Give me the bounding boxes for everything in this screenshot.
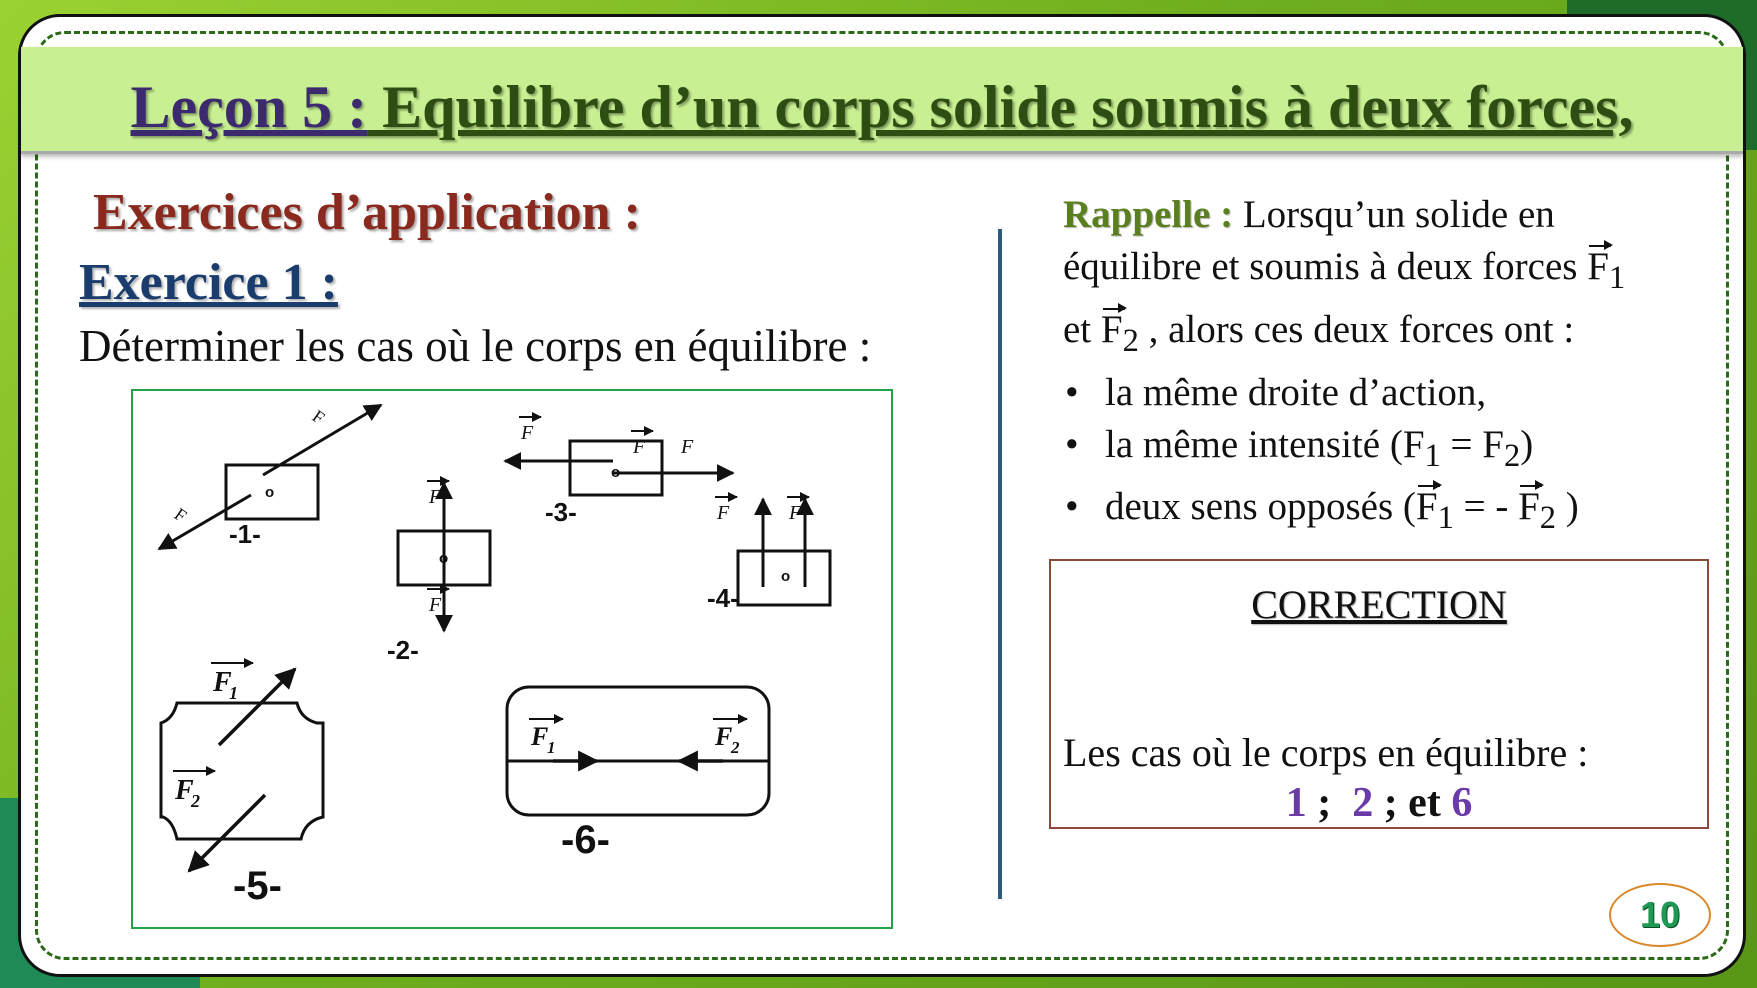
svg-text:F: F [170, 503, 191, 527]
case-6-f1-sub: 1 [547, 738, 556, 757]
exercise-question: Déterminer les cas où le corps en équilibre : [79, 321, 872, 371]
page-number: 10 [1609, 883, 1711, 947]
condition-same-line: • la même droite d’action, [1063, 367, 1723, 419]
vector-f1-bullet: F [1416, 481, 1438, 533]
answer-case-2: 2 [1352, 780, 1374, 826]
answer-case-1: 1 [1285, 780, 1307, 826]
case-5-f2-sub: 2 [191, 791, 200, 811]
case-3-force-right-label: F [633, 436, 646, 458]
case-4-point: o [781, 568, 791, 585]
forces-figure [131, 389, 893, 929]
case-4-force1-label: F [717, 502, 730, 524]
case-2-label: -2- [387, 635, 419, 665]
rappel-line-1 [1063, 189, 1723, 241]
condition-same-intensity: • la même intensité $(F_1 = F_2)$ [1063, 419, 1723, 482]
rappel-text-1: Lorsqu’un solide en [1233, 193, 1555, 236]
case-6-f2-label: F [715, 722, 733, 751]
f1-subscript: 1 [1608, 259, 1626, 296]
case-2-force-down-label: F [429, 594, 442, 616]
lesson-number: Leçon 5 : [130, 74, 368, 140]
case-1-label: -1- [229, 519, 261, 549]
rappel-line-2 [1063, 241, 1723, 304]
exercises-heading: Exercices d’application : [93, 184, 641, 241]
rappel-text-3: et [1063, 307, 1101, 351]
condition-opposite-directions: • deux sens opposés ($F_1$ = - $F_2$ ) [1063, 481, 1723, 544]
vector-f2-bullet: F [1518, 481, 1540, 533]
case-4-diagram [738, 499, 830, 605]
answer-case-6: 6 [1451, 780, 1473, 826]
case-2-force-up-label: F [429, 486, 442, 508]
rappel-text-4: , alors ces deux forces ont : [1138, 307, 1575, 351]
vector-f2: F [1101, 304, 1123, 356]
f2-subscript: 2 [1122, 322, 1139, 359]
case-6-label: -6- [561, 818, 610, 862]
column-divider [998, 229, 1002, 899]
case-5-f1-label: F [213, 667, 232, 698]
vector-f1: F [1587, 241, 1609, 293]
case-1-diagram [159, 405, 381, 549]
case-5-label: -5- [233, 864, 282, 908]
rappel-line-3 [1063, 304, 1723, 367]
rappel-block [1063, 189, 1723, 544]
correction-text: Les cas où le corps en équilibre : [1063, 730, 1589, 775]
case-6-f1-label: F [531, 722, 549, 751]
correction-box [1049, 559, 1709, 829]
case-2-point: o [439, 550, 449, 567]
exercise-title: Exercice 1 : [79, 254, 338, 311]
conditions-list [1063, 367, 1723, 545]
case-3-force-left-label: F [521, 422, 534, 444]
slide-card [18, 14, 1746, 977]
svg-text:F: F [308, 405, 329, 429]
case-1-point: o [265, 484, 275, 501]
correction-answer: 1 ; 2 ; et 6 [1285, 780, 1473, 826]
lesson-topic: Equilibre d’un corps solide soumis à deux forces, [367, 74, 1634, 140]
rappel-text-2: équilibre et soumis à deux forces [1063, 245, 1588, 288]
case-3-label: -3- [545, 497, 577, 527]
case-5-f1-sub: 1 [229, 683, 238, 703]
case-6-f2-sub: 2 [731, 738, 740, 757]
case-5-f2-label: F [175, 775, 194, 806]
rappel-label: Rappelle : [1063, 193, 1234, 236]
case-3-force-extra-label: F [681, 436, 694, 458]
title-band [21, 47, 1743, 154]
correction-title: CORRECTION [1251, 582, 1507, 627]
case-3-point: o [611, 464, 621, 481]
forces-diagram [133, 391, 891, 927]
slide-title [21, 73, 1743, 142]
case-4-force2-label: F [789, 502, 802, 524]
case-4-label: -4- [707, 583, 739, 613]
